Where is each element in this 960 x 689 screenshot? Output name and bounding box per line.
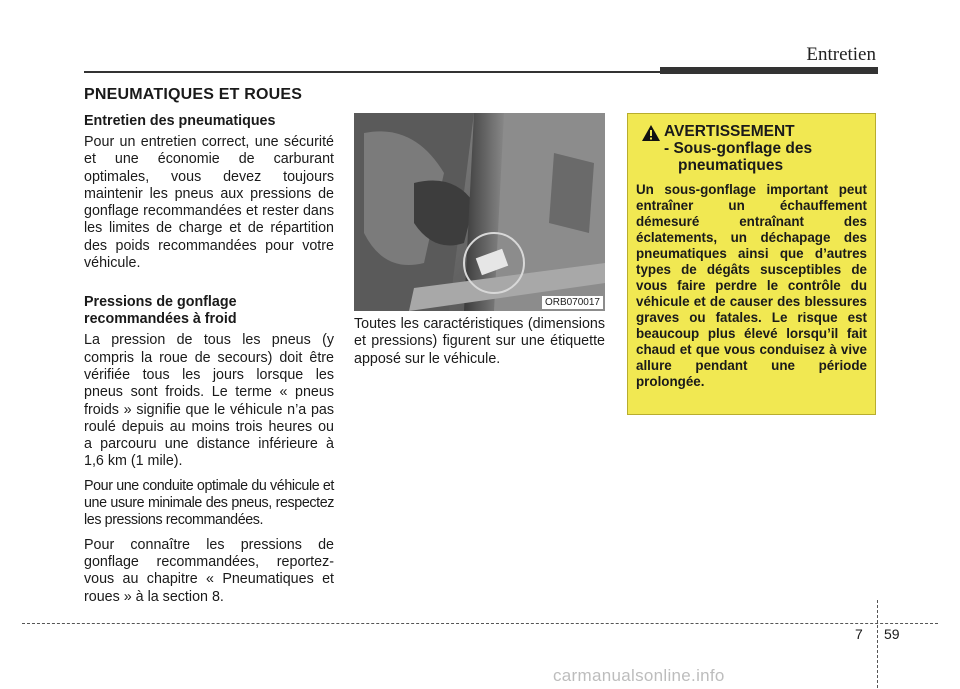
paragraph-optimal-driving: Pour une conduite optimale du véhicule et une usure minimale des pneus, respectez les pressions recommandées. [84, 477, 334, 529]
watermark: carmanualsonline.info [553, 666, 725, 685]
column-left [84, 113, 334, 613]
door-pillar-illustration [354, 113, 605, 311]
tire-label-photo [354, 113, 605, 311]
figure-label: ORB070017 [542, 296, 603, 309]
paragraph-reference: Pour connaître les pressions de gonflage recommandées, reportez-vous au chapitre « Pneumatiques et roues » à la section 8. [84, 536, 334, 605]
section-number: 7 [855, 626, 863, 642]
column-middle [354, 316, 605, 368]
heading-cold-pressure: Pressions de gonflage recommandées à froid [84, 294, 237, 328]
footer-dashed-divider [877, 600, 878, 688]
header-rule-thick [660, 67, 878, 74]
warning-body: Un sous-gonflage important peut entraîner un échauffement démesuré entraînant des éclatements, un déchapage des pneumatiques ainsi que d’autres types de dégâts susceptibles de vous faire perdre le contrôle du véhicule et de causer des blessures graves ou fatales. Le risque est beaucoup plus élevé lorsqu’il fait chaud et que vous conduisez à vive allure pendant une période prolongée. [636, 182, 867, 389]
paragraph-label-info: Toutes les caractéristiques (dimensions et pressions) figurent sur une étiquette apposé sur le véhicule. [354, 316, 605, 367]
section-title: PNEUMATIQUES ET ROUES [84, 86, 303, 103]
header-title: Entretien [806, 44, 876, 65]
paragraph-maintenance: Pour un entretien correct, une sécurité et une économie de carburant optimales, vous devez toujours maintenir les pneus aux pressions de gonflage recommandées et rester dans les limites de charge et de répartition des poids recommandées pour votre véhicule. [84, 134, 334, 272]
warning-header [636, 123, 867, 174]
paragraph-cold-pressure: La pression de tous les pneus (y compris la roue de secours) doit être vérifiée tous les jours lorsque les pneus sont froids. Le terme « pneus froids » signifie que le véhicule n’a pas roulé depuis au moins trois heures ou a parcouru une distance inférieure à 1,6 km (1 mile). [84, 332, 334, 470]
warning-box [627, 113, 876, 415]
heading-tire-maintenance: Entretien des pneumatiques [84, 113, 276, 129]
warning-title: AVERTISSEMENT [664, 123, 795, 140]
warning-subtitle: - Sous-gonflage des pneumatiques [664, 140, 813, 174]
warning-triangle-icon [642, 125, 660, 141]
warning-titles [664, 123, 867, 174]
page-number: 59 [884, 626, 900, 642]
header-rule [84, 71, 660, 73]
footer-dashed-line [22, 623, 938, 624]
